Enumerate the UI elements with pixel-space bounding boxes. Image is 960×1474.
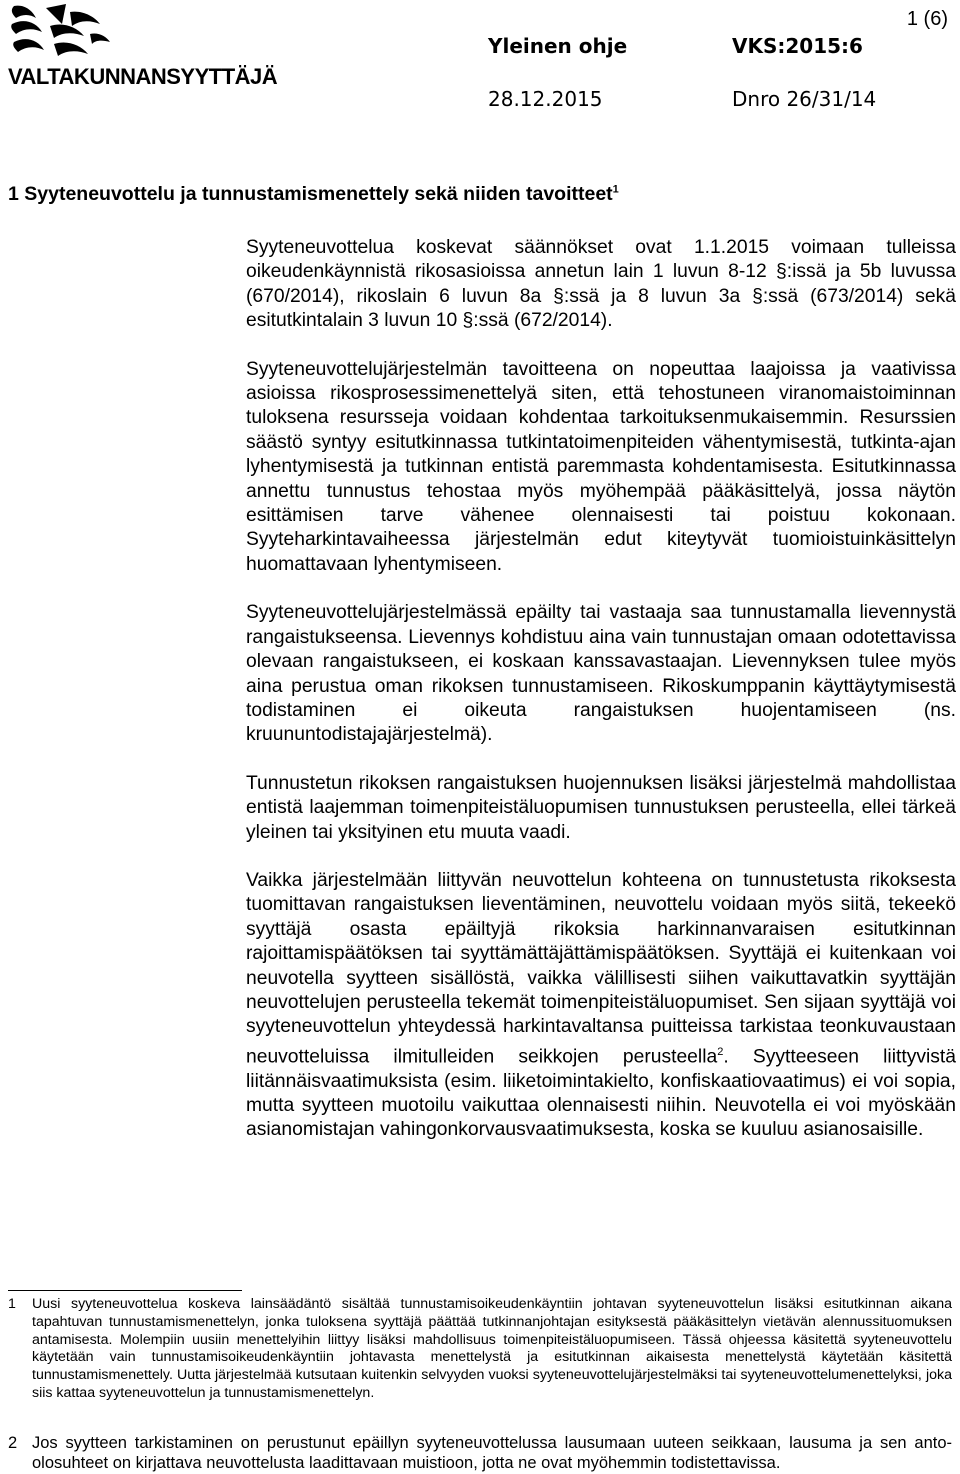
footnote-divider [8, 1290, 242, 1291]
paragraph-5-part-1: Vaikka järjestelmään liittyvän neuvottelun kohteena on tunnustetusta rikoksesta tuomittavan rangaistuksen lieventäminen, neuvottelu voidaan myös siitä, tekeekö syyttäjä osasta epäiltyjä rikoksia harkinnanvaraisen esitutkinnan rajoittamispäätöksen tai syyttämättäjättämispäätöksen. Syyttäjä ei kuitenkaan voi neuvotella syytteen sisällöstä, vaikka välillisesti siihen vaikuttavatkin syyttäjän neuvottelujen perusteella tekemät toimenpiteistäluopumiset. Sen sijaan syyttäjä voi syyteneuvottelun yhteydessä harkintavaltansa puitteissa tarkistaa teonkuvaustaan neuvotteluissa ilmitulleiden seikkojen perusteella [246, 869, 956, 1068]
footnote-1 [8, 1296, 952, 1403]
page-number: 1 (6) [906, 8, 948, 30]
paragraph-1: Syyteneuvottelua koskevat säännökset ovat 1.1.2015 voimaan tulleissa oikeudenkäynnistä rikosasioissa annetun lain 1 luvun 8-12 §:issä ja 5b luvussa (670/2014), rikoslain 6 luvun 8a §:ssä ja 8 luvun 3a §:ssä (673/2014) sekä esitutkintalain 3 luvun 10 §:ssä (672/2014). [246, 237, 956, 332]
document-type: Yleinen ohje [488, 34, 628, 58]
footnote-1-number: 1 [8, 1296, 16, 1312]
document-code: VKS:2015:6 [732, 34, 863, 58]
paragraph-5 [246, 869, 956, 1143]
footnote-2-text: Jos syytteen tarkistaminen on perustunut epäillyn syyteneuvottelussa lausumaan uuteen seikkaan, lausuma ja sen anto-olosuhteet on kirjattava neuvottelusta laadittavaan muistioon, jotta ne ovat myöhemmin todistettavissa. [32, 1434, 952, 1472]
footnote-2 [8, 1433, 952, 1473]
logo-emblem-icon [6, 2, 116, 62]
organization-logo [6, 2, 278, 94]
organization-name: VALTAKUNNANSYYTTÄJÄ [8, 64, 278, 89]
section-title [8, 183, 619, 206]
paragraph-3: Syyteneuvottelujärjestelmässä epäilty tai vastaaja saa tunnustamalla lievennystä rangaistukseensa. Lievennys kohdistuu aina vain tunnustajan omaan odotettavissa olevaan rangaistukseen, ei koskaan kanssavastaajan. Lievennyksen tulee myös aina perustua oman rikoksen tunnustamiseen. Rikoskumppanin käyttäytymisestä todistaminen ei oikeuta rangaistuksen huojentamiseen (ns. kruununtodistajajärjestelmä). [246, 602, 956, 746]
footnote-ref-2: 2 [717, 1045, 724, 1058]
document-record-number: Dnro 26/31/14 [732, 87, 877, 111]
footnote-1-text: Uusi syyteneuvottelua koskeva lainsäädäntö sisältää tunnustamisoikeudenkäyntiin johtavan syyteneuvottelun lisäksi esitutkinnan aikana tapahtuvan tunnustamismenettelyn, jonka tuloksena syyttäjä päättää tutkinnanjohtajan esityksestä pääkäsittelyn vietävän alennussituomuksen antamisesta. Molempiin uusiin menettelyihin liittyy lisäksi mahdollisuus toimenpiteistäluopumiseen. Tässä ohjeessa käsitettä syyteneuvottelu käytetään vain tunnustamisoikeudenkäyntiin johtavasta menettelystä ja esitutkinnan aikaisesta menettelystä käytetään käsitettä tunnustamismenettely. Uutta järjestelmää kutsutaan kuitenkin selvyyden vuoksi syyteneuvottelujärjestelmäksi tai syyteneuvottelumenettelyksi, joka siis kattaa syyteneuvottelun ja tunnustamismenettelyn. [32, 1296, 952, 1401]
paragraph-2: Syyteneuvottelujärjestelmän tavoitteena on nopeuttaa laajoissa ja vaativissa asioissa rikosprosessimenettelyä siten, että tehostuneen viranomaistoiminnan tuloksena resursseja voidaan kohdentaa tarkoituksenmukaisemmin. Resurssien säästö syntyy esitutkinnassa tutkintatoimenpiteiden vähentymisestä, tutkinta-ajan lyhentymisestä ja tutkinnan entistä paremmasta kohdentamisesta. Esitutkinnassa annettu tunnustus tehostaa myös myöhempää pääkäsittelyä, jossa näytön esittämisen tarve vähenee olennaisesti tai poistuu kokonaan. Syyteharkintavaiheessa järjestelmän edut kiteytyvät tuomioistuinkäsittelyn huomattavaan lyhentymiseen. [246, 358, 956, 575]
document-body [246, 236, 956, 1167]
footnote-ref-1: 1 [612, 183, 619, 196]
document-date: 28.12.2015 [488, 87, 603, 111]
paragraph-5-part-2: . Syytteeseen liittyvistä liitännäisvaatimuksista (esim. liiketoimintakielto, konfiskaatiovaatimus) ei voi sopia, mutta syytteen muotoilu vaikuttaa olennaisesti niihin. Neuvotella ei voi myöskään asianomistajan vahingonkorvausvaatimuksesta, koska se kuuluu asianosaisille. [246, 1046, 956, 1141]
footnote-2-number: 2 [8, 1434, 18, 1452]
paragraph-4: Tunnustetun rikoksen rangaistuksen huojennuksen lisäksi järjestelmä mahdollistaa entistä laajemman toimenpiteistäluopumisen tunnustuksen perusteella, ellei tärkeä yleinen tai yksityinen etu muuta vaadi. [246, 772, 956, 843]
section-title-text: 1 Syyteneuvottelu ja tunnustamismenettely sekä niiden tavoitteet [8, 183, 613, 205]
